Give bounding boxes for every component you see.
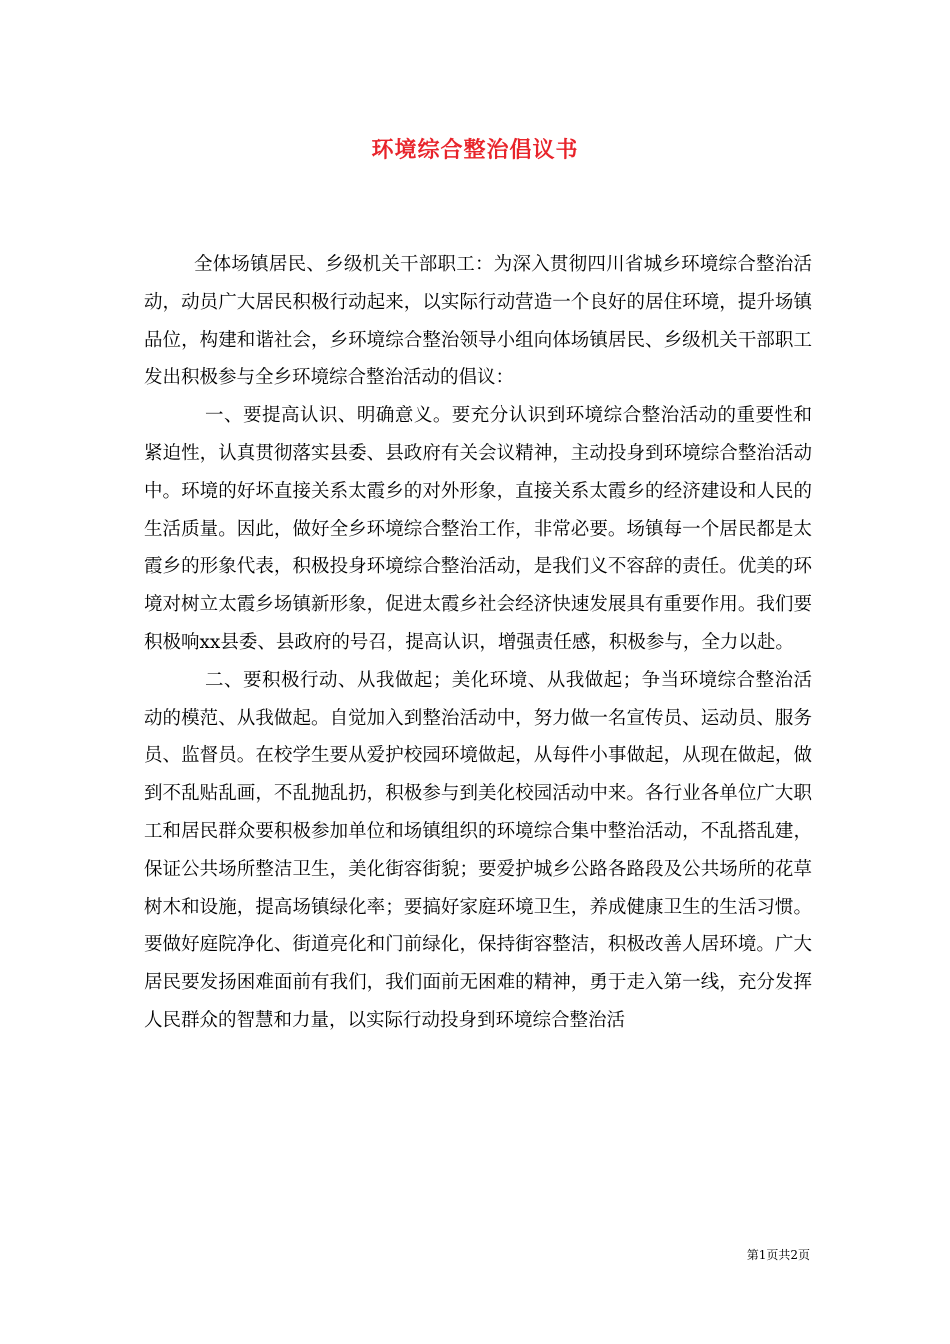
paragraph-item-1: 一、要提高认识、明确意义。要充分认识到环境综合整治活动的重要性和紧迫性，认真贯彻落实县委、县政府有关会议精神，主动投身到环境综合整治活动中。环境的好坏直接关系太霞乡的对外形象，直接关系太霞乡的经济建设和人民的生活质量。因此，做好全乡环境综合整治工作，非常必要。场镇每一个居民都是太霞乡的形象代表，积极投身环境综合整治活动，是我们义不容辞的责任。优美的环境对树立太霞乡场镇新形象，促进太霞乡社会经济快速发展具有重要作用。我们要积极响xx县委、县政府的号召，提高认识，增强责任感，积极参与，全力以赴。 bbox=[144, 405, 812, 653]
page-number: 第1页共2页 bbox=[746, 1248, 810, 1262]
paragraph-item-2: 二、要积极行动、从我做起；美化环境、从我做起；争当环境综合整治活动的模范、从我做起。自觉加入到整治活动中，努力做一名宣传员、运动员、服务员、监督员。在校学生要从爱护校园环境做起，从每件小事做起，从现在做起，做到不乱贴乱画，不乱抛乱扔，积极参与到美化校园活动中来。各行业各单位广大职工和居民群众要积极参加单位和场镇组织的环境综合集中整治活动，不乱搭乱建，保证公共场所整洁卫生，美化街容街貌；要爱护城乡公路各路段及公共场所的花草树木和设施，提高场镇绿化率；要搞好家庭环境卫生，养成健康卫生的生活习惯。要做好庭院净化、街道亮化和门前绿化，保持街容整洁，积极改善人居环境。广大居民要发扬困难面前有我们，我们面前无困难的精神，勇于走入第一线，充分发挥人民群众的智慧和力量，以实际行动投身到环境综合整治活 bbox=[144, 669, 812, 1031]
document-title: 环境综合整治倡议书 bbox=[371, 137, 579, 163]
paragraph-intro: 全体场镇居民、乡级机关干部职工：为深入贯彻四川省城乡环境综合整治活动，动员广大居民积极行动起来，以实际行动营造一个良好的居住环境，提升场镇品位，构建和谐社会，乡环境综合整治领导小组向体场镇居民、乡级机关干部职工发出积极参与全乡环境综合整治活动的倡议： bbox=[144, 254, 812, 389]
document-body bbox=[144, 246, 812, 1040]
